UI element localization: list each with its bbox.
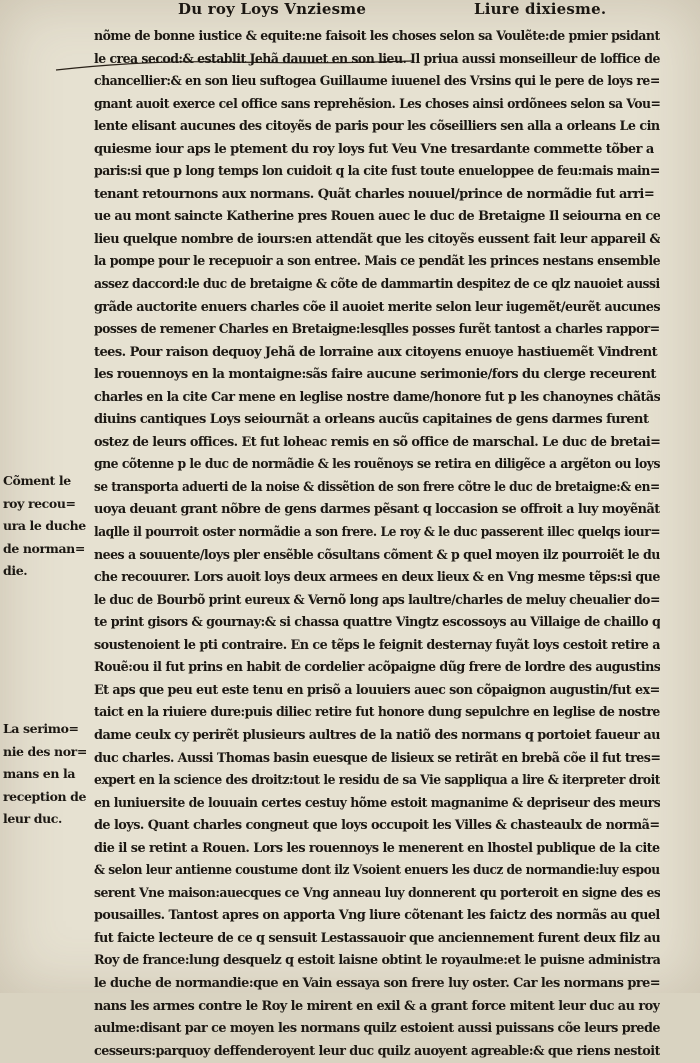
text-line: Rouẽ:ou il fut prins en habit de cordelier acõpaigne dũg frere de lordre des augustins [94,660,660,676]
text-line: le duche de normandie:que en Vain essaya son frere luy oster. Car les normans pre= [94,975,660,991]
margin-note-line: ura le duche [3,518,86,533]
text-line: le crea secod:& establit Jehã dauuet en son lieu. Il priua aussi monseilleur de loffice de [94,51,660,67]
text-line: laqlle il pourroit oster normãdie a son frere. Le roy & le duc passerent illec quelqs iour= [94,525,661,541]
text-line: grãde auctorite enuers charles cõe il auoiet merite selon leur iugemẽt/eurẽt aucunes [94,299,660,315]
margin-note-line: leur duc. [3,811,62,826]
text-line: diuins cantiques Loys seiournãt a orleans aucũs capitaines de gens darmes furent [94,412,649,428]
text-line: chancellier:& en son lieu suftogea Guillaume iuuenel des Vrsins qui le pere de loys re= [94,74,660,90]
text-line: aulme:disant par ce moyen les normans quilz estoient aussi puissans cõe leurs prede [94,1021,660,1037]
margin-note-recovery [3,470,89,583]
text-line: fut faicte lecteure de ce q sensuit Lestassauoir que anciennement furent deux filz au [94,930,661,946]
text-line: se transporta aduerti de la noise & dissẽtion de son frere cõtre le duc de bretaigne:& en= [94,479,660,495]
text-line: & selon leur antienne coustume dont ilz Vsoient enuers les ducz de normandie:luy espou [94,863,660,879]
text-line: serent Vne maison:auecques ce Vng anneau luy donnerent qu porteroit en signe des es [94,885,661,901]
margin-note-line: reception de [3,788,87,804]
text-line: uoya deuant grant nõbre de gens darmes pẽsant q loccasion se offroit a luy moyẽnãt [94,502,660,518]
text-line: die il se retint a Rouen. Lors les rouennoys le menerent en lhostel publique de la cite [94,840,660,856]
text-line: lieu quelque nombre de iours:en attendãt que les citoyẽs eussent fait leur appareil & [94,231,661,247]
text-line: de loys. Quant charles congneut que loys occupoit les Villes & chasteaulx de normã= [94,818,660,834]
margin-note-line: die. [3,563,28,578]
running-header-right: Liure dixiesme. [474,0,607,18]
text-line: la pompe pour le recepuoir a son entree. Mais ce pendãt les princes nestans ensemble [94,254,661,270]
text-line: expert en la science des droitz:tout le residu de sa Vie sappliqua a lire & iterpreter droit [94,773,660,789]
margin-note-line: Cõment le [3,473,71,488]
text-line: gnant auoit exerce cel office sans reprehẽsion. Les choses ainsi ordõnees selon sa Vou= [94,96,661,112]
margin-note-ceremony [3,718,89,831]
text-line: te print gisors & gournay:& si chassa quattre Vingtz escossoys au Villaige de chaillo q [94,615,660,631]
main-text-column [94,26,660,1063]
text-line: nees a souuente/loys pler ensẽble cõsultans cõment & p quel moyen ilz pourroiẽt le du [94,547,660,563]
text-line: duc charles. Aussi Thomas basin euesque de lisieux se retirãt en brebã cõe il fut tres= [94,750,660,766]
running-header-left: Du roy Loys Vnziesme [178,0,367,18]
text-line: le duc de Bourbõ print eureux & Vernõ long aps laultre/charles de meluy cheualier do= [94,592,660,608]
text-line: gne cõtenne p le duc de normãdie & les rouẽnoys se retira en diligẽce a argẽton ou loys [94,457,660,473]
text-line: en luniuersite de louuain certes cestuy hõme estoit magnanime & depriseur des meurs [94,795,661,811]
text-line: ue au mont saincte Katherine pres Rouen auec le duc de Bretaigne Il seiourna en ce [94,209,660,225]
text-line: charles en la cite Car mene en leglise nostre dame/honore fut p les chanoynes chãtãs [94,389,660,405]
margin-note-line: mans en la [3,766,76,781]
text-line: nans les armes contre le Roy le mirent en exil & a grant force mitent leur duc au roy [94,998,660,1014]
margin-note-line: nie des nor= [3,743,87,759]
text-line: ostez de leurs offices. Et fut loheac remis en sõ office de marschal. Le duc de bretai= [94,434,661,450]
text-line: dame ceulx cy perirẽt plusieurs aultres de la natiõ des normans q portoiet faueur au [94,727,660,743]
text-line: tenant retournons aux normans. Quãt charles nouuel/prince de normãdie fut arri= [94,186,655,202]
text-line: pousailles. Tantost apres on apporta Vng liure cõtenant les faictz des normãs au quel [94,908,660,924]
text-line: les rouennoys en la montaigne:sãs faire aucune serimonie/fors du clerge receurent [94,367,656,383]
margin-note-line: de norman= [3,540,85,556]
margin-note-line: roy recou= [3,495,76,511]
text-line: assez daccord:le duc de bretaigne & cõte de dammartin despitez de ce qlz nauoiet aussi [94,277,660,293]
text-line: Roy de france:lung desquelz q estoit laisne obtint le royaulme:et le puisne administra [94,953,660,969]
text-line: lente elisant aucunes des citoyẽs de paris pour les cõseilliers sen alla a orleans Le cin [94,119,660,135]
text-line: quiesme iour aps le ptement du roy loys fut Veu Vne tresardante commette tõber a [94,141,654,157]
text-line: soustenoient le pti contraire. En ce tẽps le feignit desternay fuyãt loys cestoit retire a [94,637,660,653]
text-line: che recouurer. Lors auoit loys deux armees en deux lieux & en Vng mesme tẽps:si que [94,570,660,586]
text-line: paris:si que p long temps lon cuidoit q la cite fust toute enueloppee de feu:mais main= [94,164,660,180]
margin-note-line: La serimo= [3,721,79,736]
text-line: nõme de bonne iustice & equite:ne faisoit les choses selon sa Voulẽte:de pmier psidant [94,29,660,44]
text-line: cesseurs:parquoy deffenderoyent leur duc quilz auoyent agreable:& que riens nestoit [94,1043,660,1059]
text-line: taict en la riuiere dure:puis diliec retire fut honore dung sepulchre en leglise de nostre [94,705,660,721]
text-line: posses de remener Charles en Bretaigne:lesqlles posses furẽt tantost a charles rappor= [94,322,660,338]
text-line: Et aps que peu eut este tenu en prisõ a louuiers auec son cõpaignon augustin/fut ex= [94,682,660,698]
text-line: tees. Pour raison dequoy Jehã de lorraine aux citoyens enuoye hastiuemẽt Vindrent [94,344,658,360]
